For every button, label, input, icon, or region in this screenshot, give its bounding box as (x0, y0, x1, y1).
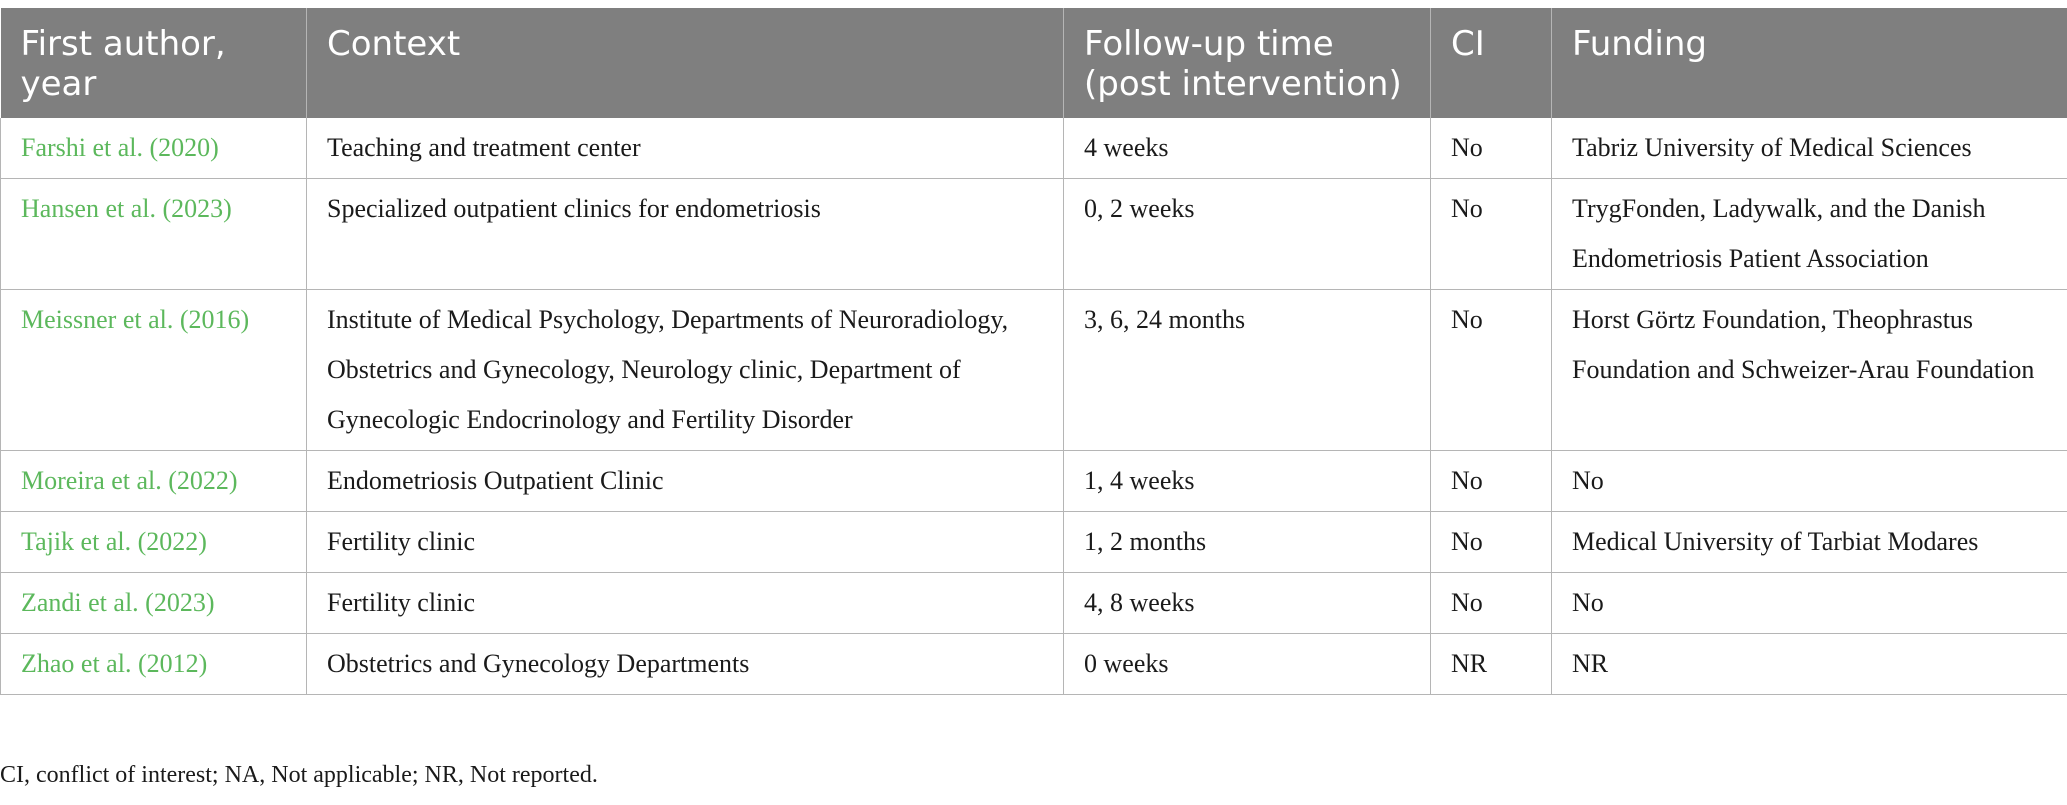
table-row (1, 634, 2067, 695)
context-cell: Fertility clinic (307, 573, 1064, 634)
author-link[interactable]: Moreira et al. (2022) (1, 451, 307, 512)
context-cell: Specialized outpatient clinics for endometriosis (307, 179, 1064, 290)
table-row (1, 451, 2067, 512)
follow-up-cell: 1, 4 weeks (1064, 451, 1431, 512)
context-cell: Endometriosis Outpatient Clinic (307, 451, 1064, 512)
ci-cell: No (1431, 512, 1552, 573)
author-link[interactable]: Meissner et al. (2016) (1, 290, 307, 451)
context-cell: Fertility clinic (307, 512, 1064, 573)
ci-cell: No (1431, 573, 1552, 634)
table-footnote: CI, conflict of interest; NA, Not applicable; NR, Not reported. (0, 762, 598, 788)
follow-up-cell: 4, 8 weeks (1064, 573, 1431, 634)
follow-up-cell: 4 weeks (1064, 118, 1431, 179)
follow-up-cell: 3, 6, 24 months (1064, 290, 1431, 451)
funding-cell: Horst Görtz Foundation, Theophrastus Foundation and Schweizer-Arau Foundation (1552, 290, 2067, 451)
header-ci: CI (1431, 8, 1552, 118)
ci-cell: No (1431, 179, 1552, 290)
header-first-author: First author, year (1, 8, 307, 118)
follow-up-cell: 0 weeks (1064, 634, 1431, 695)
table-row (1, 512, 2067, 573)
header-follow-up: Follow-up time (post intervention) (1064, 8, 1431, 118)
author-link[interactable]: Farshi et al. (2020) (1, 118, 307, 179)
follow-up-cell: 0, 2 weeks (1064, 179, 1431, 290)
table-row (1, 179, 2067, 290)
context-cell: Obstetrics and Gynecology Departments (307, 634, 1064, 695)
funding-cell: TrygFonden, Ladywalk, and the Danish Endometriosis Patient Association (1552, 179, 2067, 290)
funding-cell: Medical University of Tarbiat Modares (1552, 512, 2067, 573)
ci-cell: NR (1431, 634, 1552, 695)
table-row (1, 573, 2067, 634)
table-row (1, 290, 2067, 451)
studies-table (0, 8, 2067, 695)
header-context: Context (307, 8, 1064, 118)
ci-cell: No (1431, 118, 1552, 179)
follow-up-cell: 1, 2 months (1064, 512, 1431, 573)
table-row (1, 118, 2067, 179)
author-link[interactable]: Tajik et al. (2022) (1, 512, 307, 573)
ci-cell: No (1431, 451, 1552, 512)
author-link[interactable]: Hansen et al. (2023) (1, 179, 307, 290)
funding-cell: No (1552, 451, 2067, 512)
author-link[interactable]: Zandi et al. (2023) (1, 573, 307, 634)
funding-cell: Tabriz University of Medical Sciences (1552, 118, 2067, 179)
funding-cell: NR (1552, 634, 2067, 695)
ci-cell: No (1431, 290, 1552, 451)
funding-cell: No (1552, 573, 2067, 634)
context-cell: Teaching and treatment center (307, 118, 1064, 179)
table-header-row (1, 8, 2067, 118)
author-link[interactable]: Zhao et al. (2012) (1, 634, 307, 695)
context-cell: Institute of Medical Psychology, Departments of Neuroradiology, Obstetrics and Gynecology, Neurology clinic, Department of Gynecologic Endocrinology and Fertility Disorder (307, 290, 1064, 451)
studies-table-container (0, 8, 2067, 695)
header-funding: Funding (1552, 8, 2067, 118)
